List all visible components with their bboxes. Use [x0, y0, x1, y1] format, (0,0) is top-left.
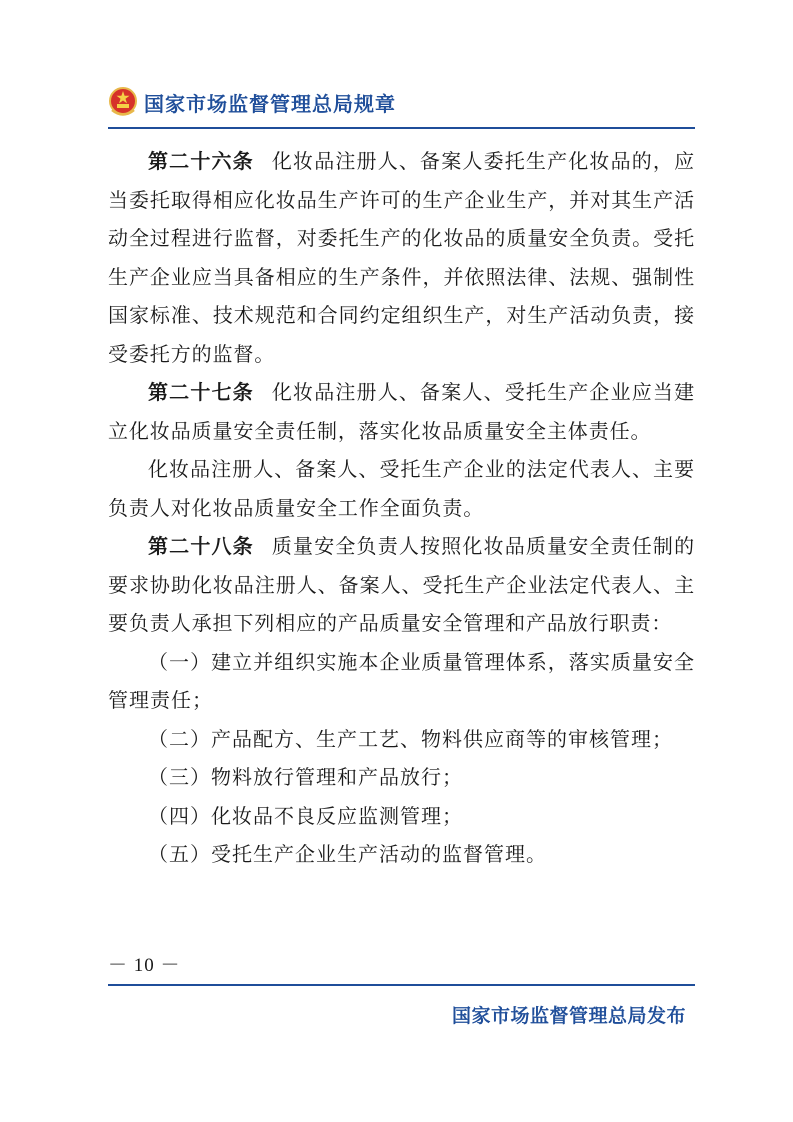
- article-28: [108, 527, 695, 643]
- header-divider: [108, 127, 695, 129]
- list-item: （三）物料放行管理和产品放行；: [148, 765, 463, 789]
- article-text: 化妆品注册人、备案人、受托生产企业应当建立化妆品质量安全责任制，落实化妆品质量安全主体责任。: [108, 380, 696, 443]
- footer-publisher: 国家市场监督管理总局发布: [451, 1005, 686, 1027]
- article-text: 质量安全负责人按照化妆品质量安全责任制的要求协助化妆品注册人、备案人、受托生产企业法定代表人、主要负责人承担下列相应的产品质量安全管理和产品放行职责：: [108, 534, 696, 635]
- national-emblem-icon: [108, 86, 138, 118]
- list-item: （四）化妆品不良反应监测管理；: [148, 803, 463, 828]
- header-title: 国家市场监督管理总局规章: [144, 91, 396, 116]
- article-27: [108, 373, 695, 450]
- document-body: [108, 142, 695, 874]
- list-item: （一）建立并组织实施本企业质量管理体系，落实质量安全管理责任；: [108, 649, 695, 712]
- list-item: （二）产品配方、生产工艺、物料供应商等的审核管理；: [148, 726, 673, 751]
- list-item: （五）受托生产企业生产活动的监督管理。: [148, 842, 547, 866]
- footer-divider: [108, 984, 695, 986]
- article-heading: 第二十七条: [148, 380, 254, 404]
- article-26: [108, 142, 695, 373]
- article-text: 化妆品注册人、备案人委托生产化妆品的，应当委托取得相应化妆品生产许可的生产企业生产，并对其生产活动全过程进行监督，对委托生产的化妆品的质量安全负责。受托生产企业应当具备相应的生产条件，并依照法律、法规、强制性国家标准、技术规范和合同约定组织生产，对生产活动负责，接受委托方的监督。: [108, 149, 696, 366]
- article-heading: 第二十八条: [148, 534, 254, 558]
- page-number: － 10 －: [108, 955, 181, 976]
- page-header: [108, 84, 396, 120]
- article-heading: 第二十六条: [148, 149, 254, 173]
- article-27-paragraph-2: 化妆品注册人、备案人、受托生产企业的法定代表人、主要负责人对化妆品质量安全工作全面负责。: [108, 457, 695, 520]
